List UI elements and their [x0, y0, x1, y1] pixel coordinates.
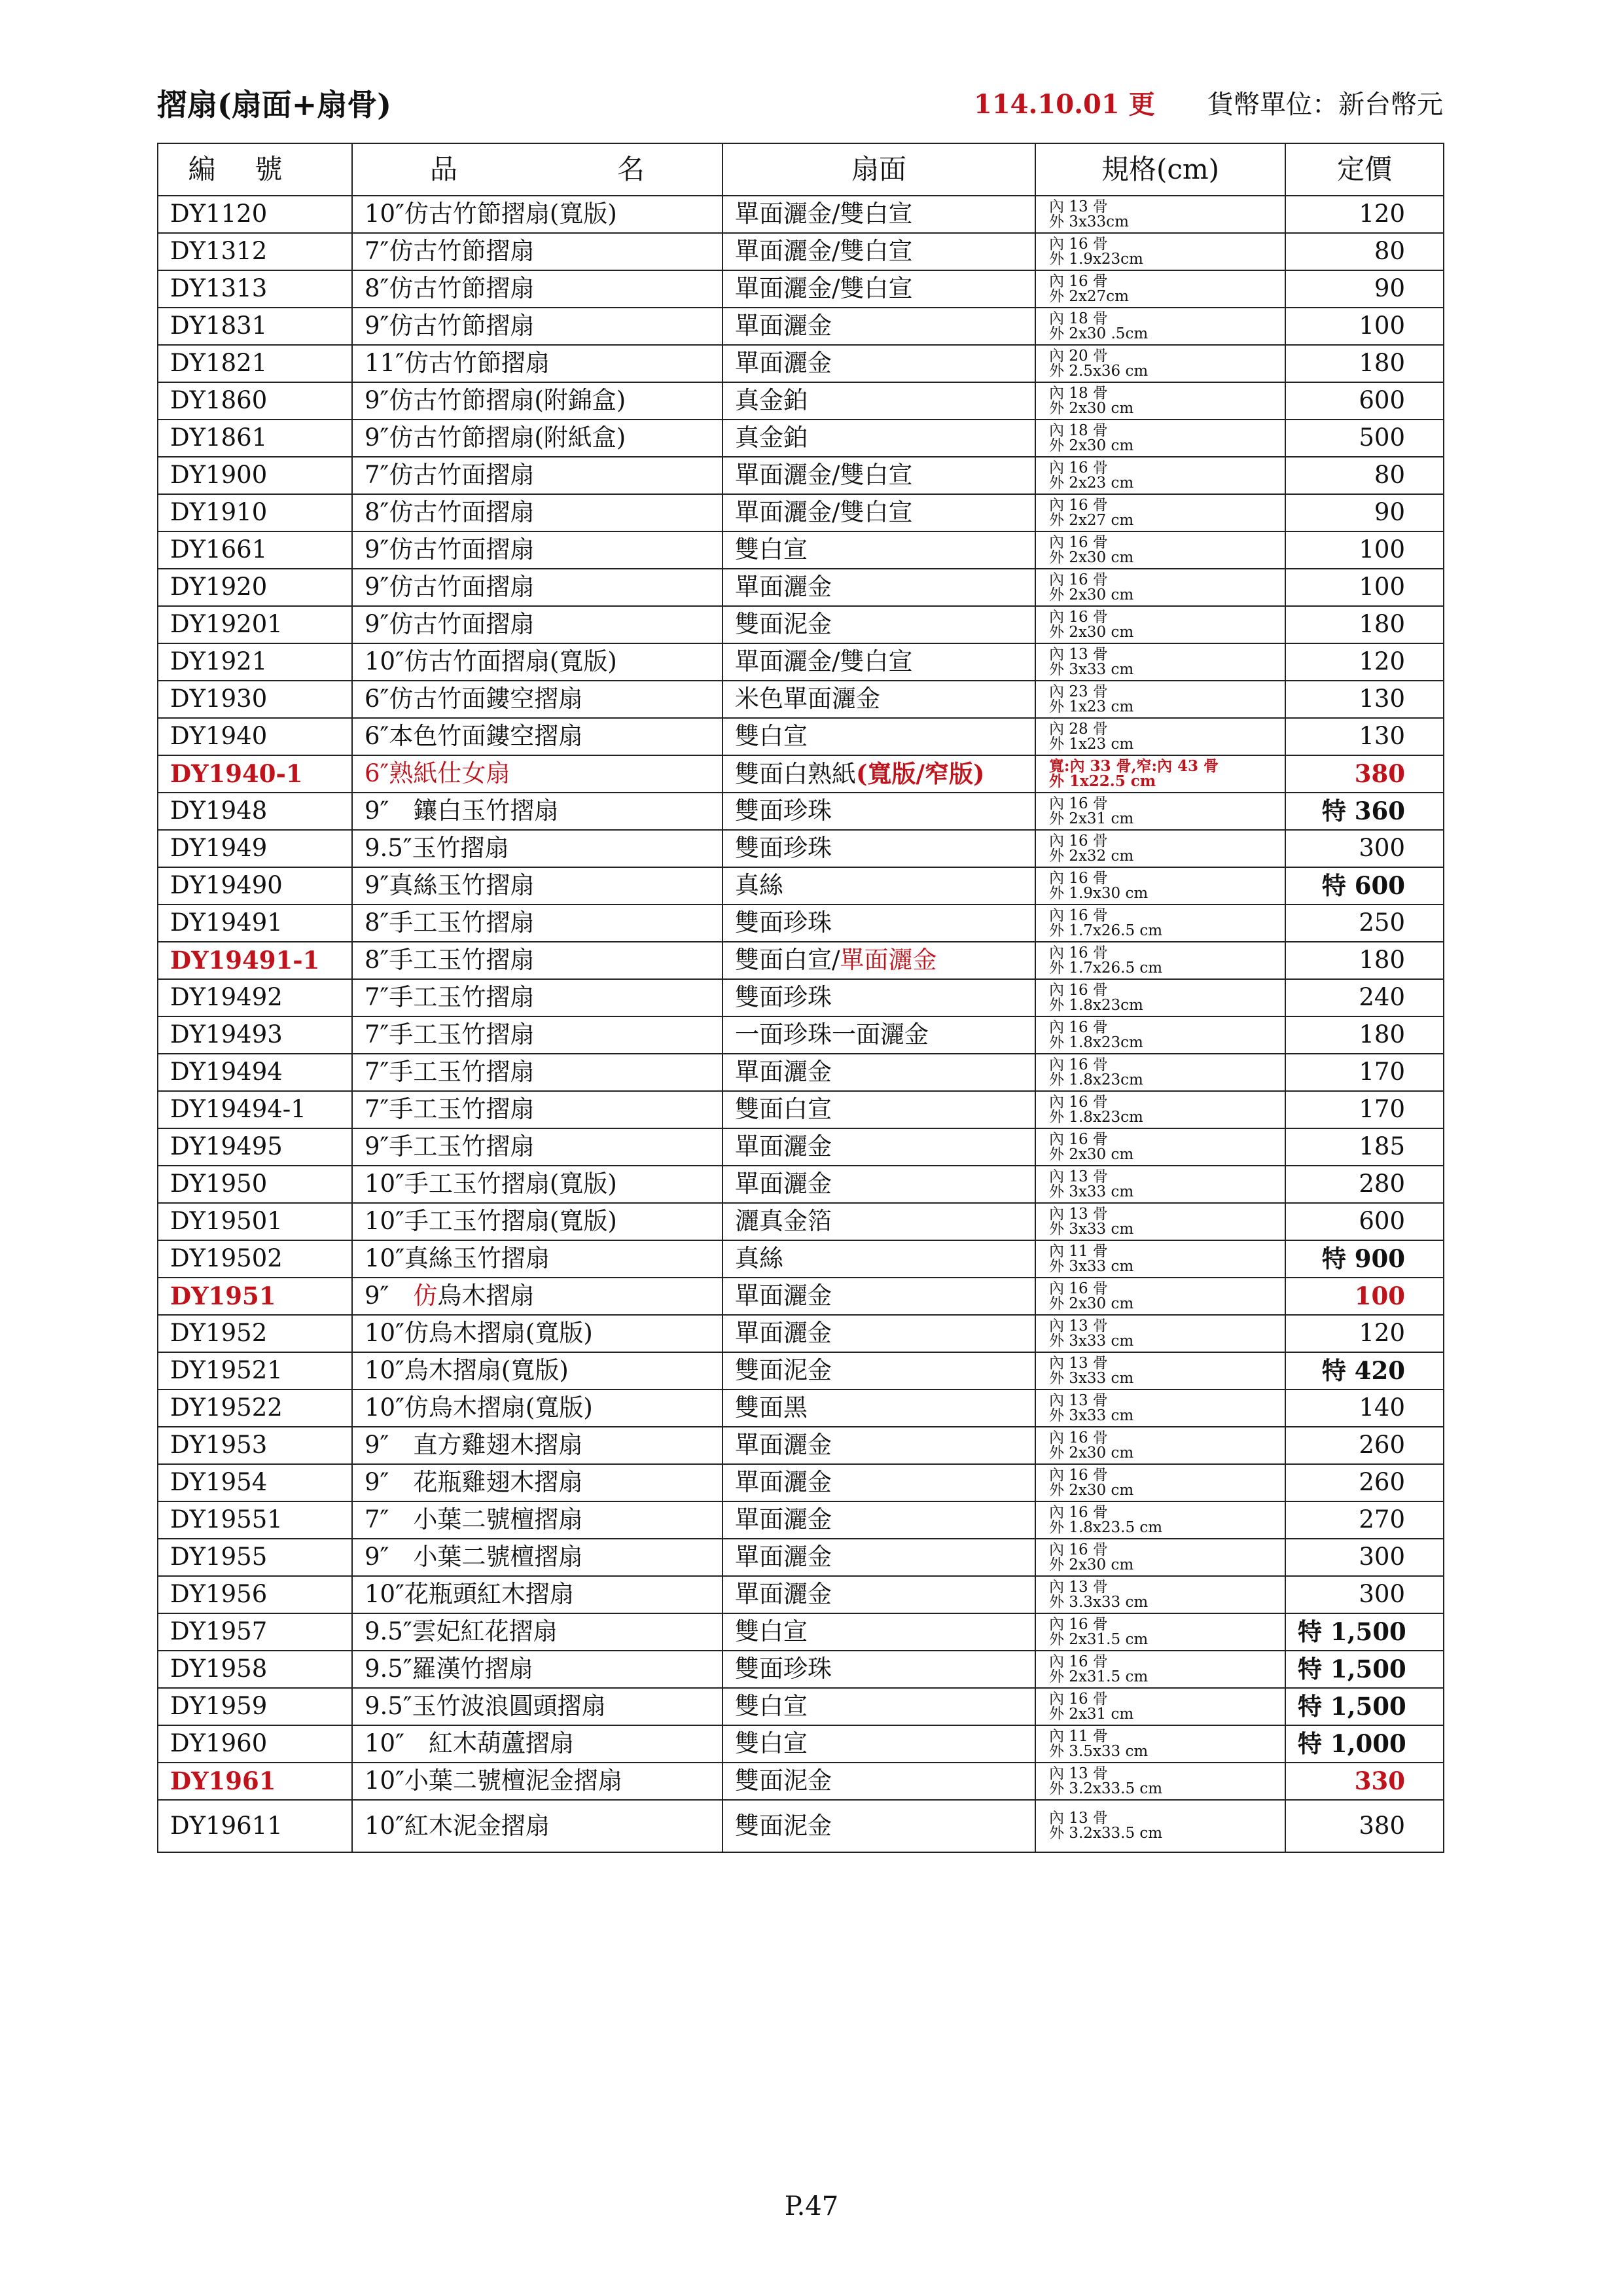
cell-spec: 內 16 骨 外 2x31.5 cm	[1035, 1613, 1285, 1651]
cell-price: 100	[1285, 1278, 1444, 1315]
cell-name: 7″手工玉竹摺扇	[352, 1054, 722, 1091]
cell-face: 雙白宣	[722, 531, 1035, 569]
cell-face: 單面灑金	[722, 1315, 1035, 1352]
cell-code: DY1960	[158, 1725, 352, 1763]
cell-face: 雙白宣	[722, 718, 1035, 755]
cell-face: 單面灑金	[722, 1278, 1035, 1315]
cell-code: DY1661	[158, 531, 352, 569]
cell-spec: 內 16 骨 外 2x30 cm	[1035, 1464, 1285, 1501]
cell-spec: 內 13 骨 外 3x33 cm	[1035, 1203, 1285, 1240]
cell-spec: 內 16 骨 外 1.8x23cm	[1035, 1054, 1285, 1091]
table-row	[158, 643, 1444, 681]
table-row	[158, 1464, 1444, 1501]
cell-spec: 內 13 骨 外 3x33 cm	[1035, 1352, 1285, 1390]
cell-spec: 內 23 骨 外 1x23 cm	[1035, 681, 1285, 718]
cell-spec: 內 13 骨 外 3x33 cm	[1035, 643, 1285, 681]
page-header	[157, 77, 1443, 130]
table-row	[158, 1763, 1444, 1800]
cell-price: 270	[1285, 1501, 1444, 1539]
cell-name: 10″紅木泥金摺扇	[352, 1800, 722, 1852]
cell-name: 6″本色竹面鏤空摺扇	[352, 718, 722, 755]
cell-code: DY1831	[158, 308, 352, 345]
cell-face: 單面灑金	[722, 1128, 1035, 1166]
table-row	[158, 531, 1444, 569]
cell-price: 330	[1285, 1763, 1444, 1800]
cell-name: 8″仿古竹面摺扇	[352, 494, 722, 531]
cell-name: 10″小葉二號檀泥金摺扇	[352, 1763, 722, 1800]
cell-name: 9.5″玉竹波浪圓頭摺扇	[352, 1688, 722, 1725]
cell-face: 雙面泥金	[722, 1800, 1035, 1852]
table-row	[158, 942, 1444, 979]
cell-name: 11″仿古竹節摺扇	[352, 345, 722, 382]
cell-face: 雙面泥金	[722, 1352, 1035, 1390]
cell-spec: 內 16 骨 外 2x30 cm	[1035, 1539, 1285, 1576]
cell-spec: 內 13 骨 外 3x33 cm	[1035, 1315, 1285, 1352]
cell-price: 250	[1285, 905, 1444, 942]
cell-code: DY1956	[158, 1576, 352, 1613]
page-number: P.47	[784, 2191, 839, 2221]
cell-code: DY19491-1	[158, 942, 352, 979]
cell-face: 單面灑金/雙白宣	[722, 494, 1035, 531]
cell-code: DY19492	[158, 979, 352, 1016]
cell-spec: 內 11 骨 外 3x33 cm	[1035, 1240, 1285, 1278]
cell-spec: 內 16 骨 外 2x30 cm	[1035, 1427, 1285, 1464]
cell-price: 140	[1285, 1390, 1444, 1427]
cell-name: 9″手工玉竹摺扇	[352, 1128, 722, 1166]
cell-face: 單面灑金	[722, 308, 1035, 345]
cell-spec: 內 16 骨 外 1.9x23cm	[1035, 233, 1285, 270]
cell-name: 7″手工玉竹摺扇	[352, 979, 722, 1016]
cell-code: DY1958	[158, 1651, 352, 1688]
cell-spec: 內 13 骨 外 3x33cm	[1035, 196, 1285, 233]
cell-price: 100	[1285, 531, 1444, 569]
cell-spec: 內 16 骨 外 2x30 cm	[1035, 531, 1285, 569]
cell-face: 單面灑金	[722, 345, 1035, 382]
cell-code: DY19494	[158, 1054, 352, 1091]
cell-face: 雙面珍珠	[722, 979, 1035, 1016]
cell-spec: 內 16 骨 外 1.7x26.5 cm	[1035, 905, 1285, 942]
cell-name: 10″手工玉竹摺扇(寬版)	[352, 1166, 722, 1203]
cell-code: DY1952	[158, 1315, 352, 1352]
cell-name: 6″仿古竹面鏤空摺扇	[352, 681, 722, 718]
cell-price: 特 900	[1285, 1240, 1444, 1278]
table-row	[158, 1576, 1444, 1613]
cell-spec: 內 16 骨 外 2x23 cm	[1035, 457, 1285, 494]
column-header-face: 扇面	[722, 143, 1035, 196]
cell-price: 特 1,500	[1285, 1651, 1444, 1688]
cell-face: 單面灑金	[722, 1539, 1035, 1576]
table-row	[158, 1166, 1444, 1203]
cell-spec: 寬:內 33 骨,窄:內 43 骨 外 1x22.5 cm	[1035, 755, 1285, 793]
cell-name: 9.5″羅漢竹摺扇	[352, 1651, 722, 1688]
cell-face: 單面灑金	[722, 1427, 1035, 1464]
cell-code: DY1961	[158, 1763, 352, 1800]
cell-name: 9″仿古竹節摺扇(附錦盒)	[352, 382, 722, 420]
cell-price: 280	[1285, 1166, 1444, 1203]
cell-code: DY1900	[158, 457, 352, 494]
cell-name: 9″仿古竹節摺扇(附紙盒)	[352, 420, 722, 457]
cell-code: DY19551	[158, 1501, 352, 1539]
cell-face: 單面灑金/雙白宣	[722, 270, 1035, 308]
table-row	[158, 606, 1444, 643]
cell-face: 灑真金箔	[722, 1203, 1035, 1240]
cell-face: 真金鉑	[722, 382, 1035, 420]
cell-name: 8″仿古竹節摺扇	[352, 270, 722, 308]
cell-name: 10″仿古竹面摺扇(寬版)	[352, 643, 722, 681]
cell-face: 雙面白宣/單面灑金	[722, 942, 1035, 979]
cell-face: 真絲	[722, 867, 1035, 905]
cell-price: 180	[1285, 345, 1444, 382]
table-header-row	[158, 143, 1444, 196]
table-row	[158, 420, 1444, 457]
cell-price: 特 1,000	[1285, 1725, 1444, 1763]
cell-code: DY19201	[158, 606, 352, 643]
cell-face: 雙面白熟紙(寬版/窄版)	[722, 755, 1035, 793]
cell-price: 特 600	[1285, 867, 1444, 905]
cell-spec: 內 13 骨 外 3.3x33 cm	[1035, 1576, 1285, 1613]
cell-code: DY1959	[158, 1688, 352, 1725]
cell-price: 180	[1285, 942, 1444, 979]
table-row	[158, 1016, 1444, 1054]
cell-code: DY1821	[158, 345, 352, 382]
table-row	[158, 1352, 1444, 1390]
table-row	[158, 867, 1444, 905]
cell-face: 雙面泥金	[722, 1763, 1035, 1800]
table-row	[158, 308, 1444, 345]
cell-face: 雙面珍珠	[722, 793, 1035, 830]
cell-face: 雙白宣	[722, 1688, 1035, 1725]
cell-name: 9″仿古竹節摺扇	[352, 308, 722, 345]
cell-code: DY1955	[158, 1539, 352, 1576]
cell-code: DY19501	[158, 1203, 352, 1240]
cell-name: 9″仿古竹面摺扇	[352, 606, 722, 643]
cell-face: 單面灑金/雙白宣	[722, 457, 1035, 494]
cell-code: DY19490	[158, 867, 352, 905]
cell-spec: 內 13 骨 外 3x33 cm	[1035, 1166, 1285, 1203]
cell-face: 真絲	[722, 1240, 1035, 1278]
table-row	[158, 1315, 1444, 1352]
table-row	[158, 1501, 1444, 1539]
cell-spec: 內 16 骨 外 2x30 cm	[1035, 1128, 1285, 1166]
cell-spec: 內 16 骨 外 2x31 cm	[1035, 793, 1285, 830]
cell-code: DY1940-1	[158, 755, 352, 793]
cell-code: DY1120	[158, 196, 352, 233]
table-row	[158, 1651, 1444, 1688]
cell-face: 雙白宣	[722, 1613, 1035, 1651]
table-row	[158, 1688, 1444, 1725]
cell-face: 單面灑金	[722, 1054, 1035, 1091]
table-row	[158, 345, 1444, 382]
cell-face: 單面灑金/雙白宣	[722, 233, 1035, 270]
cell-spec: 內 16 骨 外 1.8x23cm	[1035, 1016, 1285, 1054]
cell-name: 10″ 紅木葫蘆摺扇	[352, 1725, 722, 1763]
cell-spec: 內 13 骨 外 3.2x33.5 cm	[1035, 1763, 1285, 1800]
column-header-code: 編號	[158, 143, 352, 196]
table-row	[158, 1203, 1444, 1240]
cell-name: 10″仿古竹節摺扇(寬版)	[352, 196, 722, 233]
table-row	[158, 1800, 1444, 1852]
table-row	[158, 755, 1444, 793]
column-header-price: 定價	[1285, 143, 1444, 196]
cell-spec: 內 16 骨 外 2x30 cm	[1035, 606, 1285, 643]
cell-price: 130	[1285, 681, 1444, 718]
table-row	[158, 1539, 1444, 1576]
cell-price: 240	[1285, 979, 1444, 1016]
cell-code: DY1950	[158, 1166, 352, 1203]
cell-code: DY1313	[158, 270, 352, 308]
currency-note: 貨幣單位：新台幣元	[1207, 90, 1443, 120]
cell-spec: 內 16 骨 外 2x30 cm	[1035, 569, 1285, 606]
cell-spec: 內 16 骨 外 2x27cm	[1035, 270, 1285, 308]
cell-code: DY19611	[158, 1800, 352, 1852]
cell-code: DY19494-1	[158, 1091, 352, 1128]
table-row	[158, 1725, 1444, 1763]
cell-spec: 內 16 骨 外 1.8x23.5 cm	[1035, 1501, 1285, 1539]
update-date: 114.10.01 更	[974, 89, 1155, 120]
cell-price: 170	[1285, 1091, 1444, 1128]
cell-name: 9.5″玉竹摺扇	[352, 830, 722, 867]
cell-face: 單面灑金	[722, 1501, 1035, 1539]
cell-price: 300	[1285, 1576, 1444, 1613]
cell-spec: 內 16 骨 外 1.8x23cm	[1035, 979, 1285, 1016]
table-row	[158, 1091, 1444, 1128]
cell-code: DY19491	[158, 905, 352, 942]
column-header-spec: 規格(cm)	[1035, 143, 1285, 196]
cell-face: 一面珍珠一面灑金	[722, 1016, 1035, 1054]
cell-price: 100	[1285, 569, 1444, 606]
cell-price: 300	[1285, 1539, 1444, 1576]
table-row	[158, 1054, 1444, 1091]
cell-face: 雙面黑	[722, 1390, 1035, 1427]
cell-name: 10″手工玉竹摺扇(寬版)	[352, 1203, 722, 1240]
table-row	[158, 1427, 1444, 1464]
table-row	[158, 196, 1444, 233]
cell-price: 380	[1285, 755, 1444, 793]
cell-code: DY1940	[158, 718, 352, 755]
cell-price: 80	[1285, 457, 1444, 494]
cell-code: DY19521	[158, 1352, 352, 1390]
cell-face: 雙面白宣	[722, 1091, 1035, 1128]
cell-face: 單面灑金	[722, 1576, 1035, 1613]
cell-face: 單面灑金	[722, 1166, 1035, 1203]
cell-name: 10″仿烏木摺扇(寬版)	[352, 1315, 722, 1352]
cell-price: 特 360	[1285, 793, 1444, 830]
cell-code: DY1921	[158, 643, 352, 681]
cell-spec: 內 28 骨 外 1x23 cm	[1035, 718, 1285, 755]
cell-spec: 內 13 骨 外 3.2x33.5 cm	[1035, 1800, 1285, 1852]
cell-face: 雙白宣	[722, 1725, 1035, 1763]
cell-face: 真金鉑	[722, 420, 1035, 457]
cell-face: 單面灑金	[722, 569, 1035, 606]
table-row	[158, 270, 1444, 308]
cell-name: 7″仿古竹面摺扇	[352, 457, 722, 494]
table-row	[158, 905, 1444, 942]
cell-code: DY1920	[158, 569, 352, 606]
cell-spec: 內 20 骨 外 2.5x36 cm	[1035, 345, 1285, 382]
cell-price: 185	[1285, 1128, 1444, 1166]
cell-code: DY1954	[158, 1464, 352, 1501]
cell-price: 500	[1285, 420, 1444, 457]
cell-price: 90	[1285, 494, 1444, 531]
page-title: 摺扇(扇面+扇骨)	[157, 87, 392, 122]
column-header-name: 品 名	[352, 143, 722, 196]
cell-face: 單面灑金/雙白宣	[722, 196, 1035, 233]
table-row	[158, 1390, 1444, 1427]
cell-name: 9″仿古竹面摺扇	[352, 569, 722, 606]
table-row	[158, 718, 1444, 755]
table-row	[158, 1240, 1444, 1278]
table-row	[158, 569, 1444, 606]
cell-face: 雙面泥金	[722, 606, 1035, 643]
cell-name: 7″ 小葉二號檀摺扇	[352, 1501, 722, 1539]
table-row	[158, 494, 1444, 531]
cell-code: DY19495	[158, 1128, 352, 1166]
cell-spec: 內 13 骨 外 3x33 cm	[1035, 1390, 1285, 1427]
cell-name: 7″手工玉竹摺扇	[352, 1091, 722, 1128]
cell-code: DY1860	[158, 382, 352, 420]
cell-spec: 內 16 骨 外 1.7x26.5 cm	[1035, 942, 1285, 979]
cell-price: 100	[1285, 308, 1444, 345]
cell-price: 特 420	[1285, 1352, 1444, 1390]
table-row	[158, 1128, 1444, 1166]
cell-code: DY19502	[158, 1240, 352, 1278]
price-table	[157, 143, 1444, 1853]
table-row	[158, 681, 1444, 718]
table-row	[158, 233, 1444, 270]
cell-price: 380	[1285, 1800, 1444, 1852]
cell-spec: 內 18 骨 外 2x30 .5cm	[1035, 308, 1285, 345]
cell-name: 9″ 仿烏木摺扇	[352, 1278, 722, 1315]
table-row	[158, 457, 1444, 494]
cell-face: 單面灑金	[722, 1464, 1035, 1501]
cell-face: 雙面珍珠	[722, 1651, 1035, 1688]
cell-name: 8″手工玉竹摺扇	[352, 905, 722, 942]
cell-spec: 內 18 骨 外 2x30 cm	[1035, 420, 1285, 457]
cell-name: 10″真絲玉竹摺扇	[352, 1240, 722, 1278]
table-row	[158, 793, 1444, 830]
cell-price: 80	[1285, 233, 1444, 270]
cell-name: 9″真絲玉竹摺扇	[352, 867, 722, 905]
table-row	[158, 1613, 1444, 1651]
cell-code: DY19493	[158, 1016, 352, 1054]
cell-name: 10″仿烏木摺扇(寬版)	[352, 1390, 722, 1427]
cell-name: 9″ 花瓶雞翅木摺扇	[352, 1464, 722, 1501]
table-row	[158, 382, 1444, 420]
cell-price: 600	[1285, 382, 1444, 420]
cell-code: DY1951	[158, 1278, 352, 1315]
cell-spec: 內 16 骨 外 2x31 cm	[1035, 1688, 1285, 1725]
cell-price: 120	[1285, 643, 1444, 681]
cell-spec: 內 16 骨 外 1.8x23cm	[1035, 1091, 1285, 1128]
cell-name: 9.5″雲妃紅花摺扇	[352, 1613, 722, 1651]
cell-face: 米色單面灑金	[722, 681, 1035, 718]
cell-name: 9″仿古竹面摺扇	[352, 531, 722, 569]
cell-price: 180	[1285, 606, 1444, 643]
cell-code: DY1861	[158, 420, 352, 457]
cell-name: 8″手工玉竹摺扇	[352, 942, 722, 979]
cell-name: 10″花瓶頭紅木摺扇	[352, 1576, 722, 1613]
cell-price: 170	[1285, 1054, 1444, 1091]
cell-price: 600	[1285, 1203, 1444, 1240]
cell-code: DY19522	[158, 1390, 352, 1427]
table-row	[158, 979, 1444, 1016]
cell-spec: 內 16 骨 外 1.9x30 cm	[1035, 867, 1285, 905]
cell-price: 特 1,500	[1285, 1613, 1444, 1651]
cell-name: 9″ 鑲白玉竹摺扇	[352, 793, 722, 830]
cell-face: 雙面珍珠	[722, 830, 1035, 867]
cell-price: 120	[1285, 196, 1444, 233]
cell-code: DY1957	[158, 1613, 352, 1651]
cell-name: 7″手工玉竹摺扇	[352, 1016, 722, 1054]
cell-name: 10″烏木摺扇(寬版)	[352, 1352, 722, 1390]
cell-price: 130	[1285, 718, 1444, 755]
cell-price: 90	[1285, 270, 1444, 308]
cell-price: 180	[1285, 1016, 1444, 1054]
cell-price: 260	[1285, 1427, 1444, 1464]
table-row	[158, 1278, 1444, 1315]
cell-spec: 內 11 骨 外 3.5x33 cm	[1035, 1725, 1285, 1763]
table-row	[158, 830, 1444, 867]
cell-price: 260	[1285, 1464, 1444, 1501]
cell-code: DY1949	[158, 830, 352, 867]
cell-code: DY1953	[158, 1427, 352, 1464]
cell-code: DY1910	[158, 494, 352, 531]
cell-name: 9″ 小葉二號檀摺扇	[352, 1539, 722, 1576]
cell-price: 120	[1285, 1315, 1444, 1352]
cell-spec: 內 16 骨 外 2x32 cm	[1035, 830, 1285, 867]
cell-spec: 內 18 骨 外 2x30 cm	[1035, 382, 1285, 420]
cell-price: 300	[1285, 830, 1444, 867]
cell-code: DY1930	[158, 681, 352, 718]
cell-spec: 內 16 骨 外 2x27 cm	[1035, 494, 1285, 531]
cell-name: 6″熟紙仕女扇	[352, 755, 722, 793]
cell-price: 特 1,500	[1285, 1688, 1444, 1725]
cell-face: 單面灑金/雙白宣	[722, 643, 1035, 681]
cell-spec: 內 16 骨 外 2x30 cm	[1035, 1278, 1285, 1315]
cell-code: DY1312	[158, 233, 352, 270]
cell-code: DY1948	[158, 793, 352, 830]
cell-name: 7″仿古竹節摺扇	[352, 233, 722, 270]
cell-name: 9″ 直方雞翅木摺扇	[352, 1427, 722, 1464]
cell-face: 雙面珍珠	[722, 905, 1035, 942]
cell-spec: 內 16 骨 外 2x31.5 cm	[1035, 1651, 1285, 1688]
